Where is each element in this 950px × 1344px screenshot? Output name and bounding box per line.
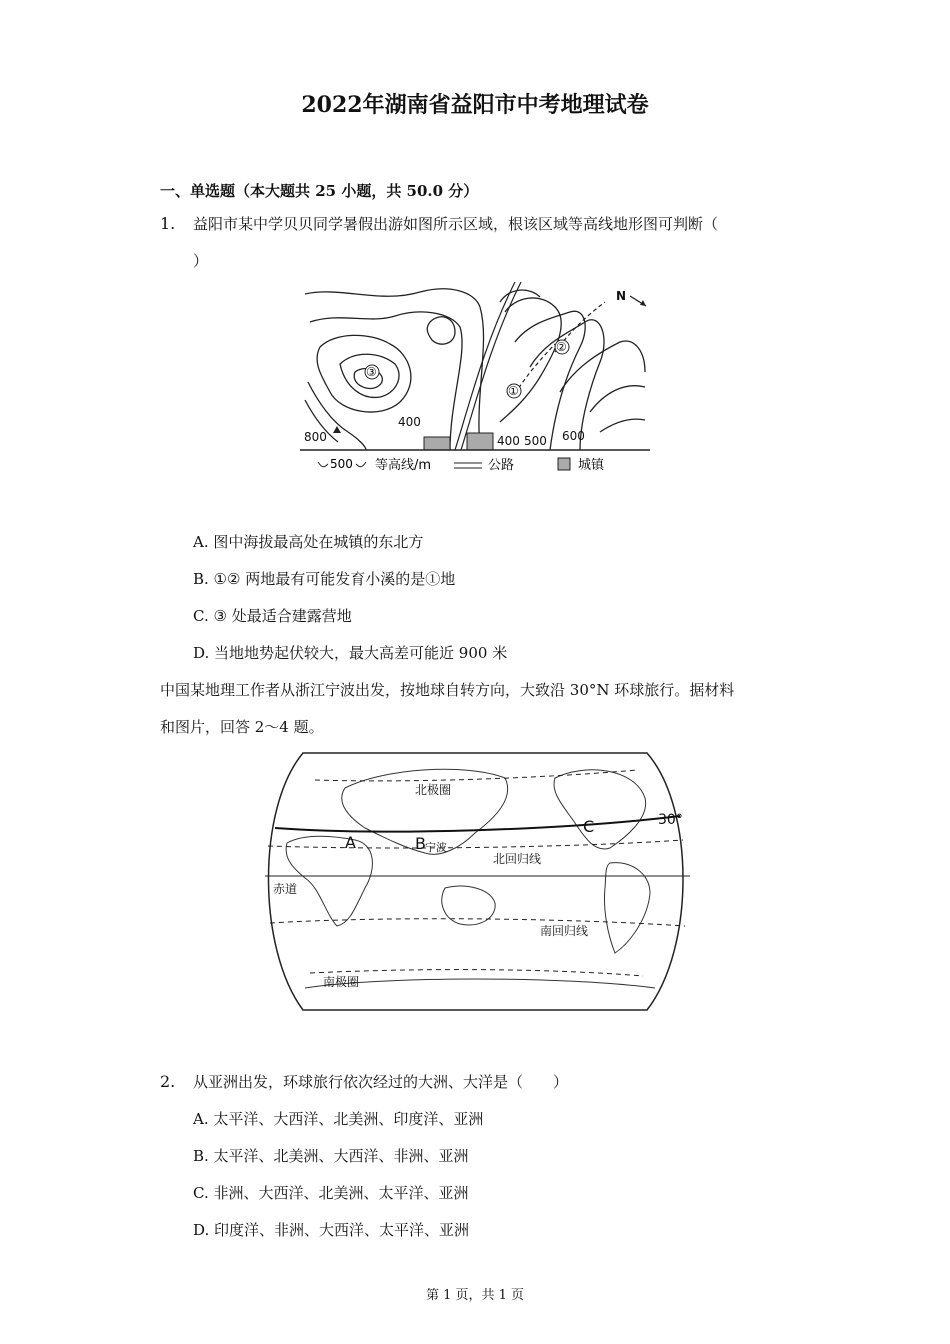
contour-label-400b: 400 xyxy=(497,434,520,448)
question-1-stem: 益阳市某中学贝贝同学暑假出游如图所示区域，根该区域等高线地形图可判断（ xyxy=(193,215,719,233)
town-square xyxy=(467,433,493,450)
legend-town-icon xyxy=(558,458,570,470)
ningbo-label: 宁波 xyxy=(425,841,447,854)
contour-label-500: 500 xyxy=(524,434,547,448)
antarctic-circle-label: 南极圈 xyxy=(323,975,360,989)
question-1-number: 1. xyxy=(160,214,176,233)
point-2-label: ② xyxy=(556,340,567,354)
question-2-option-b: B. 太平洋、北美洲、大西洋、非洲、亚洲 xyxy=(193,1147,469,1165)
question-2-stem: 从亚洲出发，环球旅行依次经过的大洲、大洋是（ ） xyxy=(193,1073,569,1091)
equator-label: 赤道 xyxy=(273,882,298,896)
contour-label-800: 800 xyxy=(304,430,327,444)
north-label: N xyxy=(616,289,627,303)
point-1-label: ① xyxy=(508,384,519,398)
question-1-option-a: A. 图中海拔最高处在城镇的东北方 xyxy=(193,533,424,551)
question-2-option-a: A. 太平洋、大西洋、北美洲、印度洋、亚洲 xyxy=(193,1110,484,1128)
world-map-figure xyxy=(265,748,690,1016)
contour-label-600: 600 xyxy=(562,429,585,443)
question-1-option-b: B. ①② 两地最有可能发育小溪的是①地 xyxy=(193,570,456,588)
arctic-circle-label: 北极圈 xyxy=(415,783,452,797)
material-intro-line2: 和图片，回答 2～4 题。 xyxy=(160,718,324,736)
legend-contour-label: 等高线/m xyxy=(375,458,432,473)
section-heading: 一、单选题（本大题共 25 小题，共 50.0 分） xyxy=(160,182,479,200)
lat-30-label: 30° xyxy=(658,812,683,828)
question-2-option-c: C. 非洲、大西洋、北美洲、太平洋、亚洲 xyxy=(193,1184,469,1202)
question-1-stem-end: ） xyxy=(193,252,209,270)
question-1-option-d: D. 当地地势起伏较大，最大高差可能近 900 米 xyxy=(193,644,508,662)
contour-label-400: 400 xyxy=(398,415,421,429)
tropic-capricorn-label: 南回归线 xyxy=(540,924,589,938)
material-intro-line1: 中国某地理工作者从浙江宁波出发，按地球自转方向，大致沿 30°N 环球旅行。据材料 xyxy=(160,681,735,699)
legend-contour-value: 500 xyxy=(330,457,353,471)
tropic-cancer-label: 北回归线 xyxy=(493,852,542,866)
page-title: 2022年湖南省益阳市中考地理试卷 xyxy=(301,92,649,118)
point-c-label: C xyxy=(583,817,595,836)
question-2-option-d: D. 印度洋、非洲、大西洋、太平洋、亚洲 xyxy=(193,1221,470,1239)
peak-triangle-icon xyxy=(333,426,341,433)
question-1-option-c: C. ③ 处最适合建露营地 xyxy=(193,607,352,625)
town-square xyxy=(424,437,450,450)
point-3-label: ③ xyxy=(366,365,377,379)
contour-line xyxy=(305,289,484,450)
point-b-label: B xyxy=(415,834,426,853)
point-a-label: A xyxy=(345,833,356,852)
page-footer: 第 1 页，共 1 页 xyxy=(425,1288,525,1303)
legend-town-label: 城镇 xyxy=(578,458,605,473)
contour-map-figure xyxy=(300,282,650,477)
question-2-number: 2. xyxy=(160,1072,176,1091)
legend-road-label: 公路 xyxy=(488,458,515,473)
